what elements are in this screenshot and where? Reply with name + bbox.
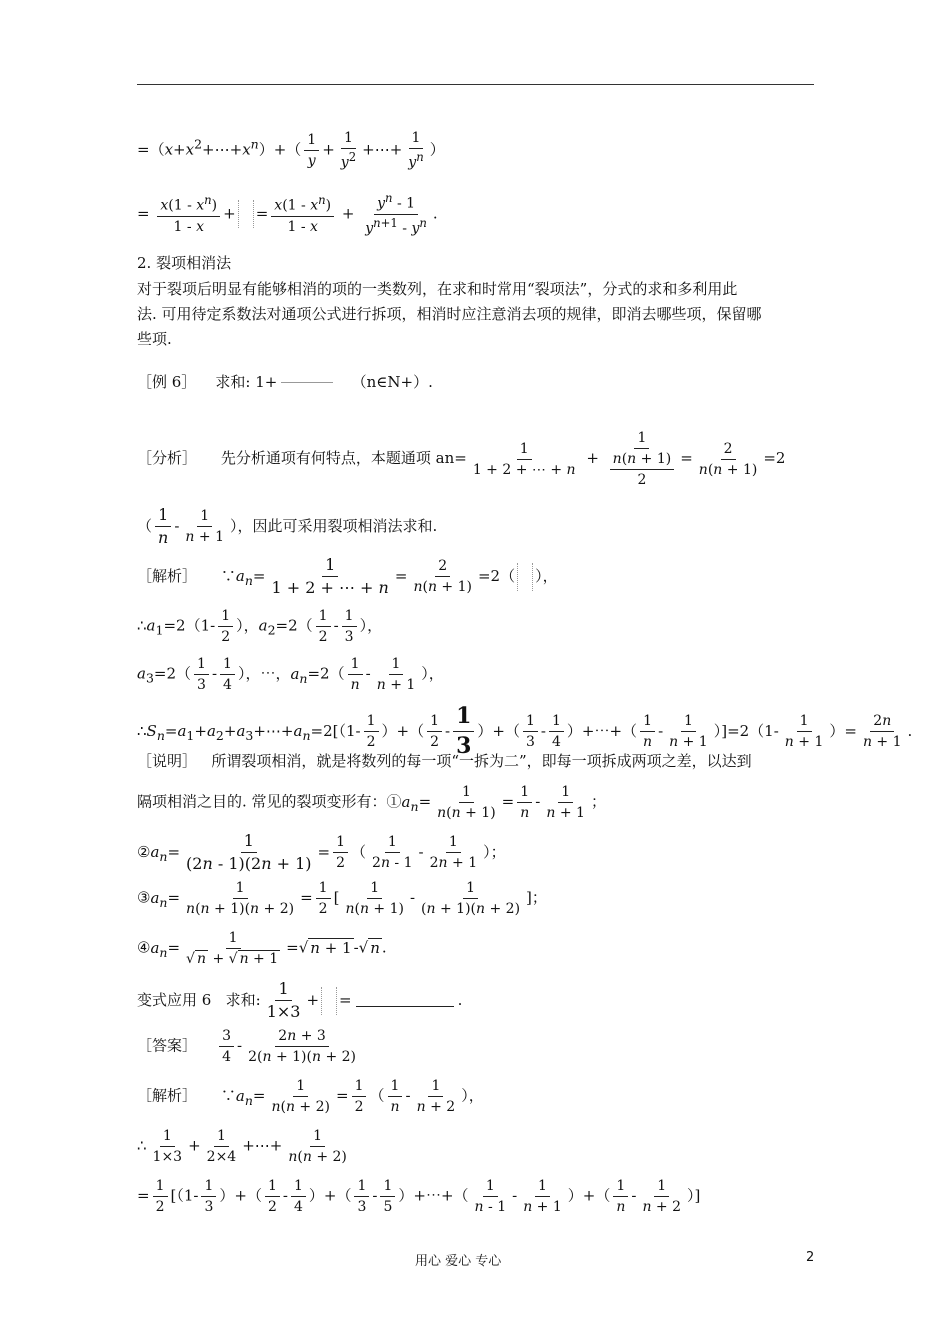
- note-line-2: 隔项相消之目的. 常见的裂项变形有：$①a_n=$ $\frac{1}{n(n + 1)}$ = $\frac{1}{n}$ - $\frac{1}{n + 1}$ ；: [137, 784, 606, 822]
- analysis-tail: =2: [763, 449, 786, 468]
- note-label: ［说明］: [137, 752, 198, 770]
- page-number: 2: [806, 1250, 815, 1265]
- formula-3: $③a_n=$ $\frac{1}{n(n + 1)(n + 2)}$ = $\frac{1}{2}$ [ $\frac{1}{n(n + 1)}$ - $\frac{1}{(n + 1)(n + 2)}$ ]；: [137, 880, 547, 918]
- answer-line: ［答案］ $\frac{3}{4}$ - $\frac{2n + 3}{2(n + 1)(n + 2)}$: [137, 1028, 356, 1066]
- equation-line-2: = $\frac{x(1 - x^n)}{1 - x}$ + = $\frac{x(1 - x^n)}{1 - x}$ + $\frac{y^n - 1}{y^{n+1} - y^n}$ .: [137, 191, 438, 237]
- blurred-fraction-series: [277, 366, 337, 400]
- formula-2: $②a_n=$ $\frac{1}{(2n - 1)(2n + 1)}$ = $\frac{1}{2}$ （ $\frac{1}{2n - 1}$ - $\frac{1}{2n + 1}$ ）；: [137, 831, 506, 874]
- note-line-1: [137, 748, 817, 774]
- solution-line-3: $a_3=2$（ $\frac{1}{3}$ - $\frac{1}{4}$ ），⋯，$a_n=2$（ $\frac{1}{n}$ - $\frac{1}{n + 1}$ ），: [137, 656, 444, 694]
- footer-motto: 用心 爱心 专心: [415, 1254, 502, 1269]
- note-text-2: 隔项相消之目的. 常见的裂项变形有：①: [137, 792, 402, 811]
- solution-line-1: ［解析］ $\because a_n=$ $\frac{1}{1 + 2 + \cdots + n}$ = $\frac{2}{n(n + 1)}$ =2（ ），: [137, 555, 558, 598]
- solution-label: ［解析］: [137, 566, 198, 585]
- equation-line-1: $=(x+x^2+\cdots+x^n)+$（ $\frac{1}{y}$ + $\frac{1}{y^2}$ +⋯+ $\frac{1}{y^n}$ ）: [137, 130, 445, 171]
- answer-label: ［答案］: [137, 1036, 198, 1055]
- header-rule: [137, 84, 814, 85]
- example-6-line: [137, 366, 433, 400]
- solution2-label: ［解析］: [137, 1086, 198, 1105]
- intro-line-2: 法. 可用待定系数法对通项公式进行拆项，相消时应注意消去项的规律，即消去哪些项，保留哪: [137, 305, 762, 323]
- section-title: 2. 裂项相消法: [137, 254, 232, 272]
- analysis-text: 先分析通项有何特点，本题通项 an=: [220, 449, 467, 468]
- analysis-line-2: （ $\frac{1}{n}$ - $\frac{1}{n + 1}$ ），因此可采用裂项相消法求和.: [137, 505, 438, 548]
- intro-line-3: 些项.: [137, 330, 172, 348]
- example-6-text: 求和: 1+: [215, 373, 278, 391]
- variant-line: 变式应用 6 求和: $\frac{1}{1\times 3}$ + = .: [137, 979, 463, 1022]
- intro-line-1: 对于裂项后明显有能够相消的项的一类数列，在求和时常用“裂项法”，分式的求和多利用此: [137, 280, 738, 298]
- answer-blank: [356, 1006, 454, 1007]
- example-6-label: ［例 6］: [137, 373, 197, 391]
- note-text-1: 所谓裂项相消，就是将数列的每一项“一拆为二”，即每一项拆成两项之差，以达到: [211, 752, 752, 770]
- analysis-line: ［分析］ 先分析通项有何特点，本题通项 an= $\frac{1}{1 + 2 + \cdots + n}$ + $\frac{1}{\frac{n(n + 1)}{2}}$ = $\frac{2}{n(n + 1)}$ =2: [137, 430, 786, 489]
- variant-text: 求和:: [225, 990, 261, 1009]
- variant-label: 变式应用 6: [137, 990, 212, 1009]
- formula-4: $④a_n=$ $\frac{1}{√ n + √ n + 1}$ =√ n + 1 -√ n .: [137, 930, 387, 968]
- solution-line-4: $\therefore S_n=a_1+a_2+a_3+\cdots+a_n=2[(1-$ $\frac{1}{2}$ ）+（ $\frac{1}{2}$ - $\frac{1}{3}$ ）+（ $\frac{1}{3}$ - $\frac{1}{4}$ ）+⋯+（ $\frac{1}{n}$ - $\frac{1}{n + 1}$ ）]=2（1- $\frac{1}{n + 1}$ ）= $\frac{2n}{n + 1}$ .: [137, 703, 913, 760]
- solution2-line-2: ∴ $\frac{1}{1\times 3}$ + $\frac{1}{2\times 4}$ +⋯+ $\frac{1}{n(n + 2)}$: [137, 1128, 347, 1166]
- analysis-label: ［分析］: [137, 449, 198, 468]
- analysis-line2-tail: ），因此可采用裂项相消法求和.: [229, 516, 438, 535]
- solution2-line-1: ［解析］ $\because a_n=$ $\frac{1}{n(n + 2)}$ = $\frac{1}{2}$ （ $\frac{1}{n}$ - $\frac{1}{n + 2}$ ），: [137, 1078, 484, 1116]
- solution2-line-3: = $\frac{1}{2}$ [（1- $\frac{1}{3}$ ）+（ $\frac{1}{2}$ - $\frac{1}{4}$ ）+（ $\frac{1}{3}$ - $\frac{1}{5}$ ）+⋯+（ $\frac{1}{n - 1}$ - $\frac{1}{n + 1}$ ）+（ $\frac{1}{n}$ - $\frac{1}{n + 2}$ ）]: [137, 1178, 701, 1216]
- solution-line-2: $\therefore a_1=2(1-$ $\frac{1}{2}$ ），$a_2=2$（ $\frac{1}{2}$ - $\frac{1}{3}$ ），: [137, 608, 383, 646]
- example-6-condition: （n∈N+）.: [351, 373, 433, 391]
